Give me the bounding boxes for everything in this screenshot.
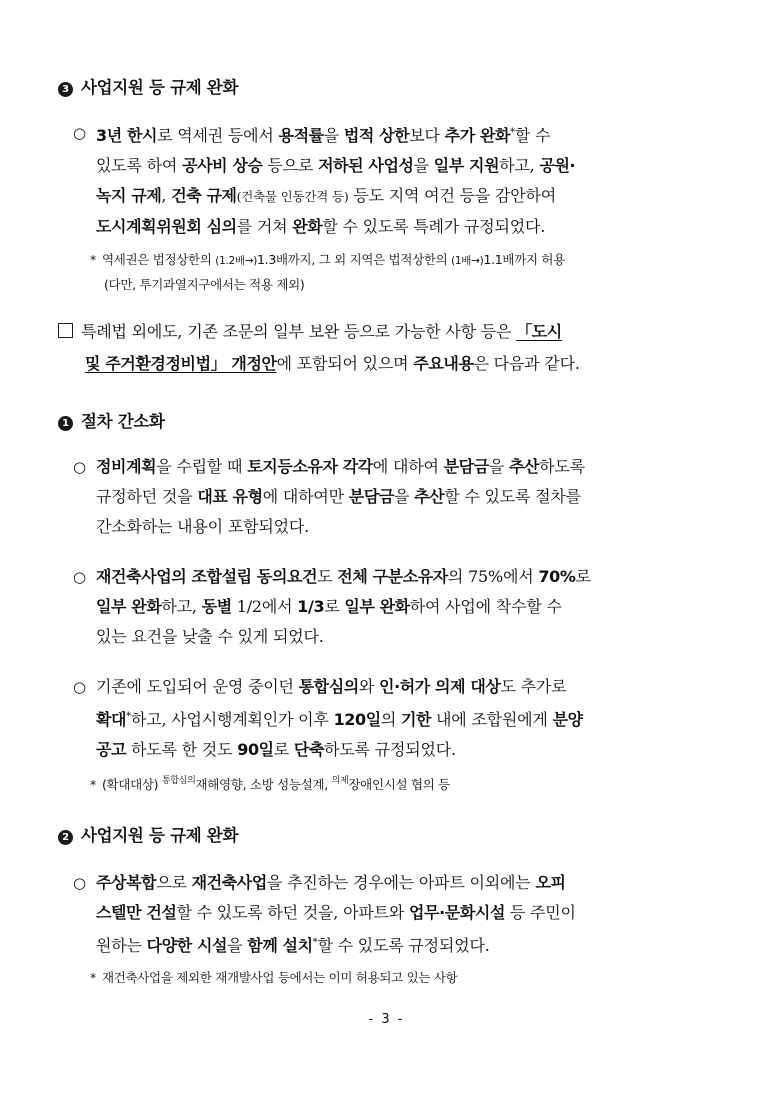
footnote-d: * (확대대상) $^{통합심의}$재해영향, 소방 성능설계, $^{의제}$장애인시설 협의 등 [90,776,450,792]
bullet-item-c [73,562,693,652]
line: 확대*하고, 사업시행계획인가 이후 120일의 기한 내에 조합원에게 분양 [96,710,583,729]
section-title: 절차 간소화 [81,412,165,431]
square-bullet-icon [58,323,73,338]
page-number: - 3 - [368,1012,405,1027]
line: 있도록 하여 공사비 상승 등으로 저하된 사업성을 일부 지원하고, 공원· [96,156,576,175]
section-title: 사업지원 등 규제 완화 [81,826,239,845]
line: 일부 완화하고, 동별 1/2에서 1/3로 일부 완화하여 사업에 착수할 수 [96,597,562,616]
hollow-circle-bullet-icon: ○ [73,124,86,142]
footnote-a: * 역세권은 법정상한의 (1.2배→)1.3배까지, 그 외 지역은 법적상한의 (1배→)1.1배까지 허용 (다만, 투기과열지구에서는 적용 제외) [90,252,565,292]
line: 스텔만 건설할 수 있도록 하던 것을, 아파트와 업무·문화시설 등 주민이 [96,903,576,922]
circled-number-2-icon: 2 [58,830,73,845]
line: 공고 하도록 한 것도 90일로 단축하도록 규정되었다. [96,740,456,759]
line: 있는 요건을 낮출 수 있게 되었다. [96,627,324,646]
line: 규정하던 것을 대표 유형에 대하여만 분담금을 추산할 수 있도록 절차를 [96,487,581,506]
section-title: 사업지원 등 규제 완화 [81,78,239,97]
line: 녹지 규제, 건축 규제(건축물 인동간격 등) 등도 지역 여건 등을 감안하여 [96,186,557,205]
section-heading-2 [58,822,238,846]
bullet-item-b [73,452,693,542]
section-heading-3 [58,74,238,98]
section-heading-1 [58,408,165,432]
line: 주상복합으로 재건축사업을 추진하는 경우에는 아파트 이외에는 오피 [96,873,566,892]
line: 기존에 도입되어 운영 중이던 통합심의와 인·허가 의제 대상도 추가로 [96,677,567,696]
line: 간소화하는 내용이 포함되었다. [96,517,309,536]
line: 정비계획을 수립할 때 토지등소유자 각각에 대하여 분담금을 추산하도록 [96,457,585,476]
hollow-circle-bullet-icon: ○ [73,568,86,586]
circled-number-1-icon: 1 [58,416,73,431]
square-bullet-paragraph: 특례법 외에도, 기존 조문의 일부 보완 등으로 가능한 사항 등은 「도시 및 주거환경정비법」 개정안에 포함되어 있으며 주요내용은 다음과 같다. [58,316,698,380]
line: 3년 한시로 역세권 등에서 용적률을 법적 상한보다 추가 완화*할 수 [96,126,551,145]
bullet-item-d [73,672,693,765]
line: 재건축사업의 조합설립 동의요건도 전체 구분소유자의 75%에서 70%로 [96,567,591,586]
circled-number-3-icon: 3 [58,82,73,97]
hollow-circle-bullet-icon: ○ [73,874,86,892]
line: 원하는 다양한 시설을 함께 설치*할 수 있도록 규정되었다. [96,936,490,955]
bullet-item-e [73,868,693,961]
footnote-e: * 재건축사업을 제외한 재개발사업 등에서는 이미 허용되고 있는 사항 [90,970,458,985]
hollow-circle-bullet-icon: ○ [73,678,86,696]
hollow-circle-bullet-icon: ○ [73,458,86,476]
line: 도시계획위원회 심의를 거쳐 완화할 수 있도록 특례가 규정되었다. [96,217,546,236]
bullet-item-a [73,118,693,242]
